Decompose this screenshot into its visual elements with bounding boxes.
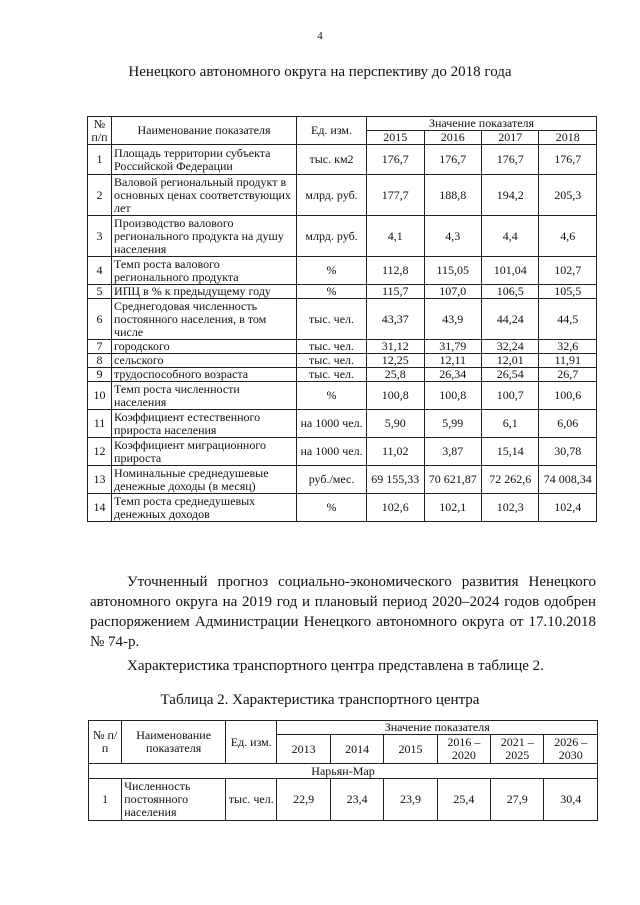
section-row <box>89 764 598 779</box>
unit-cell: тыс. км2 <box>297 145 367 175</box>
year-header: 2016 – 2020 <box>437 735 490 764</box>
unit-cell: % <box>297 257 367 285</box>
value-cell: 23,4 <box>330 779 383 821</box>
table-row <box>88 382 597 410</box>
table-row <box>88 257 597 285</box>
row-number: 9 <box>88 368 112 382</box>
row-number: 8 <box>88 354 112 368</box>
value-cell: 44,5 <box>539 299 597 340</box>
unit-cell: % <box>297 382 367 410</box>
indicator-name: Коэффициент миграционного прироста <box>112 438 297 466</box>
value-cell: 15,14 <box>482 438 539 466</box>
year-header: 2021 – 2025 <box>491 735 544 764</box>
value-cell: 194,2 <box>482 175 539 216</box>
indicator-name: Среднегодовая численность постоянного населения, в том числе <box>112 299 297 340</box>
indicator-name: ИПЦ в % к предыдущему году <box>112 285 297 299</box>
year-header: 2018 <box>539 131 597 145</box>
unit-cell: на 1000 чел. <box>297 438 367 466</box>
row-number: 1 <box>88 145 112 175</box>
indicator-name: Коэффициент естественного прироста населения <box>112 410 297 438</box>
value-cell: 115,05 <box>424 257 481 285</box>
table-row <box>88 145 597 175</box>
unit-cell: тыс. чел. <box>226 779 277 821</box>
year-header: 2013 <box>277 735 330 764</box>
indicator-name: Численность постоянного населения <box>122 779 226 821</box>
indicator-name: Номинальные среднедушевые денежные доходы (в месяц) <box>112 466 297 494</box>
value-cell: 106,5 <box>482 285 539 299</box>
table-row <box>88 438 597 466</box>
table-row <box>88 175 597 216</box>
value-cell: 107,0 <box>424 285 481 299</box>
col-header-name: Наименование показателя <box>112 117 297 145</box>
value-cell: 25,4 <box>437 779 490 821</box>
value-cell: 31,12 <box>367 340 424 354</box>
col-header-unit: Ед. изм. <box>226 721 277 764</box>
value-cell: 102,3 <box>482 494 539 522</box>
value-cell: 11,91 <box>539 354 597 368</box>
value-cell: 100,6 <box>539 382 597 410</box>
row-number: 5 <box>88 285 112 299</box>
value-cell: 205,3 <box>539 175 597 216</box>
section-title: Нарьян-Мар <box>89 764 598 779</box>
unit-cell: тыс. чел. <box>297 354 367 368</box>
indicator-name: Производство валового регионального продукта на душу населения <box>112 216 297 257</box>
value-cell: 32,6 <box>539 340 597 354</box>
unit-cell: млрд. руб. <box>297 216 367 257</box>
row-number: 3 <box>88 216 112 257</box>
value-cell: 101,04 <box>482 257 539 285</box>
col-header-value: Значение показателя <box>277 721 598 735</box>
value-cell: 74 008,34 <box>539 466 597 494</box>
value-cell: 100,7 <box>482 382 539 410</box>
table-row <box>89 779 598 821</box>
value-cell: 176,7 <box>424 145 481 175</box>
year-header: 2015 <box>384 735 437 764</box>
table-row <box>88 368 597 382</box>
row-number: 12 <box>88 438 112 466</box>
value-cell: 5,99 <box>424 410 481 438</box>
table-row <box>88 299 597 340</box>
value-cell: 188,8 <box>424 175 481 216</box>
col-header-num: № п/п <box>89 721 122 764</box>
value-cell: 27,9 <box>491 779 544 821</box>
value-cell: 4,3 <box>424 216 481 257</box>
value-cell: 4,1 <box>367 216 424 257</box>
value-cell: 115,7 <box>367 285 424 299</box>
year-header: 2014 <box>330 735 383 764</box>
value-cell: 176,7 <box>539 145 597 175</box>
value-cell: 25,8 <box>367 368 424 382</box>
value-cell: 69 155,33 <box>367 466 424 494</box>
unit-cell: тыс. чел. <box>297 368 367 382</box>
unit-cell: на 1000 чел. <box>297 410 367 438</box>
row-number: 10 <box>88 382 112 410</box>
row-number: 7 <box>88 340 112 354</box>
unit-cell: % <box>297 285 367 299</box>
indicator-name: Площадь территории субъекта Российской Федерации <box>112 145 297 175</box>
year-header: 2015 <box>367 131 424 145</box>
table2-caption: Таблица 2. Характеристика транспортного центра <box>160 692 480 708</box>
value-cell: 102,7 <box>539 257 597 285</box>
page-heading: Ненецкого автономного округа на перспективу до 2018 года <box>128 64 512 80</box>
transport-intro-paragraph: Характеристика транспортного центра представлена в таблице 2. <box>127 658 544 674</box>
unit-cell: руб./мес. <box>297 466 367 494</box>
row-number: 6 <box>88 299 112 340</box>
table-row <box>88 494 597 522</box>
value-cell: 100,8 <box>367 382 424 410</box>
row-number: 11 <box>88 410 112 438</box>
unit-cell: тыс. чел. <box>297 340 367 354</box>
indicators-table <box>87 116 597 522</box>
value-cell: 102,4 <box>539 494 597 522</box>
value-cell: 23,9 <box>384 779 437 821</box>
table-row <box>88 410 597 438</box>
table-row <box>88 354 597 368</box>
value-cell: 44,24 <box>482 299 539 340</box>
col-header-unit: Ед. изм. <box>297 117 367 145</box>
transport-center-table <box>88 720 598 821</box>
unit-cell: % <box>297 494 367 522</box>
indicator-name: Темп роста валового регионального продукта <box>112 257 297 285</box>
value-cell: 102,6 <box>367 494 424 522</box>
row-number: 2 <box>88 175 112 216</box>
year-header: 2026 – 2030 <box>544 735 598 764</box>
value-cell: 70 621,87 <box>424 466 481 494</box>
value-cell: 4,4 <box>482 216 539 257</box>
row-number: 13 <box>88 466 112 494</box>
row-number: 14 <box>88 494 112 522</box>
value-cell: 5,90 <box>367 410 424 438</box>
unit-cell: тыс. чел. <box>297 299 367 340</box>
value-cell: 6,1 <box>482 410 539 438</box>
value-cell: 12,11 <box>424 354 481 368</box>
value-cell: 26,34 <box>424 368 481 382</box>
value-cell: 12,25 <box>367 354 424 368</box>
value-cell: 30,4 <box>544 779 598 821</box>
year-header: 2016 <box>424 131 481 145</box>
table-row <box>88 466 597 494</box>
value-cell: 105,5 <box>539 285 597 299</box>
value-cell: 11,02 <box>367 438 424 466</box>
value-cell: 12,01 <box>482 354 539 368</box>
value-cell: 26,54 <box>482 368 539 382</box>
table-row <box>88 340 597 354</box>
unit-cell: млрд. руб. <box>297 175 367 216</box>
year-header: 2017 <box>482 131 539 145</box>
indicator-name: трудоспособного возраста <box>112 368 297 382</box>
value-cell: 72 262,6 <box>482 466 539 494</box>
col-header-value: Значение показателя <box>367 117 597 131</box>
value-cell: 30,78 <box>539 438 597 466</box>
value-cell: 100,8 <box>424 382 481 410</box>
indicator-name: Валовой региональный продукт в основных ценах соответствующих лет <box>112 175 297 216</box>
row-number: 1 <box>89 779 122 821</box>
value-cell: 43,9 <box>424 299 481 340</box>
table-row <box>88 285 597 299</box>
value-cell: 43,37 <box>367 299 424 340</box>
value-cell: 32,24 <box>482 340 539 354</box>
col-header-num: № п/п <box>88 117 112 145</box>
indicator-name: сельского <box>112 354 297 368</box>
value-cell: 22,9 <box>277 779 330 821</box>
value-cell: 31,79 <box>424 340 481 354</box>
value-cell: 3,87 <box>424 438 481 466</box>
value-cell: 102,1 <box>424 494 481 522</box>
value-cell: 6,06 <box>539 410 597 438</box>
value-cell: 177,7 <box>367 175 424 216</box>
value-cell: 112,8 <box>367 257 424 285</box>
value-cell: 176,7 <box>482 145 539 175</box>
table-row <box>88 216 597 257</box>
indicator-name: городского <box>112 340 297 354</box>
page-number: 4 <box>317 30 323 42</box>
value-cell: 26,7 <box>539 368 597 382</box>
value-cell: 176,7 <box>367 145 424 175</box>
indicator-name: Темп роста среднедушевых денежных доходов <box>112 494 297 522</box>
col-header-name: Наименование показателя <box>122 721 226 764</box>
forecast-paragraph: Уточненный прогноз социально-экономического развития Ненецкого автономного округа на 2019 год и плановый период 2020–2024 годов одобрен распоряжением Администрации Ненецкого автономного округа от 17.10.2018 № 74-р. <box>90 574 596 650</box>
indicator-name: Темп роста численности населения <box>112 382 297 410</box>
row-number: 4 <box>88 257 112 285</box>
value-cell: 4,6 <box>539 216 597 257</box>
